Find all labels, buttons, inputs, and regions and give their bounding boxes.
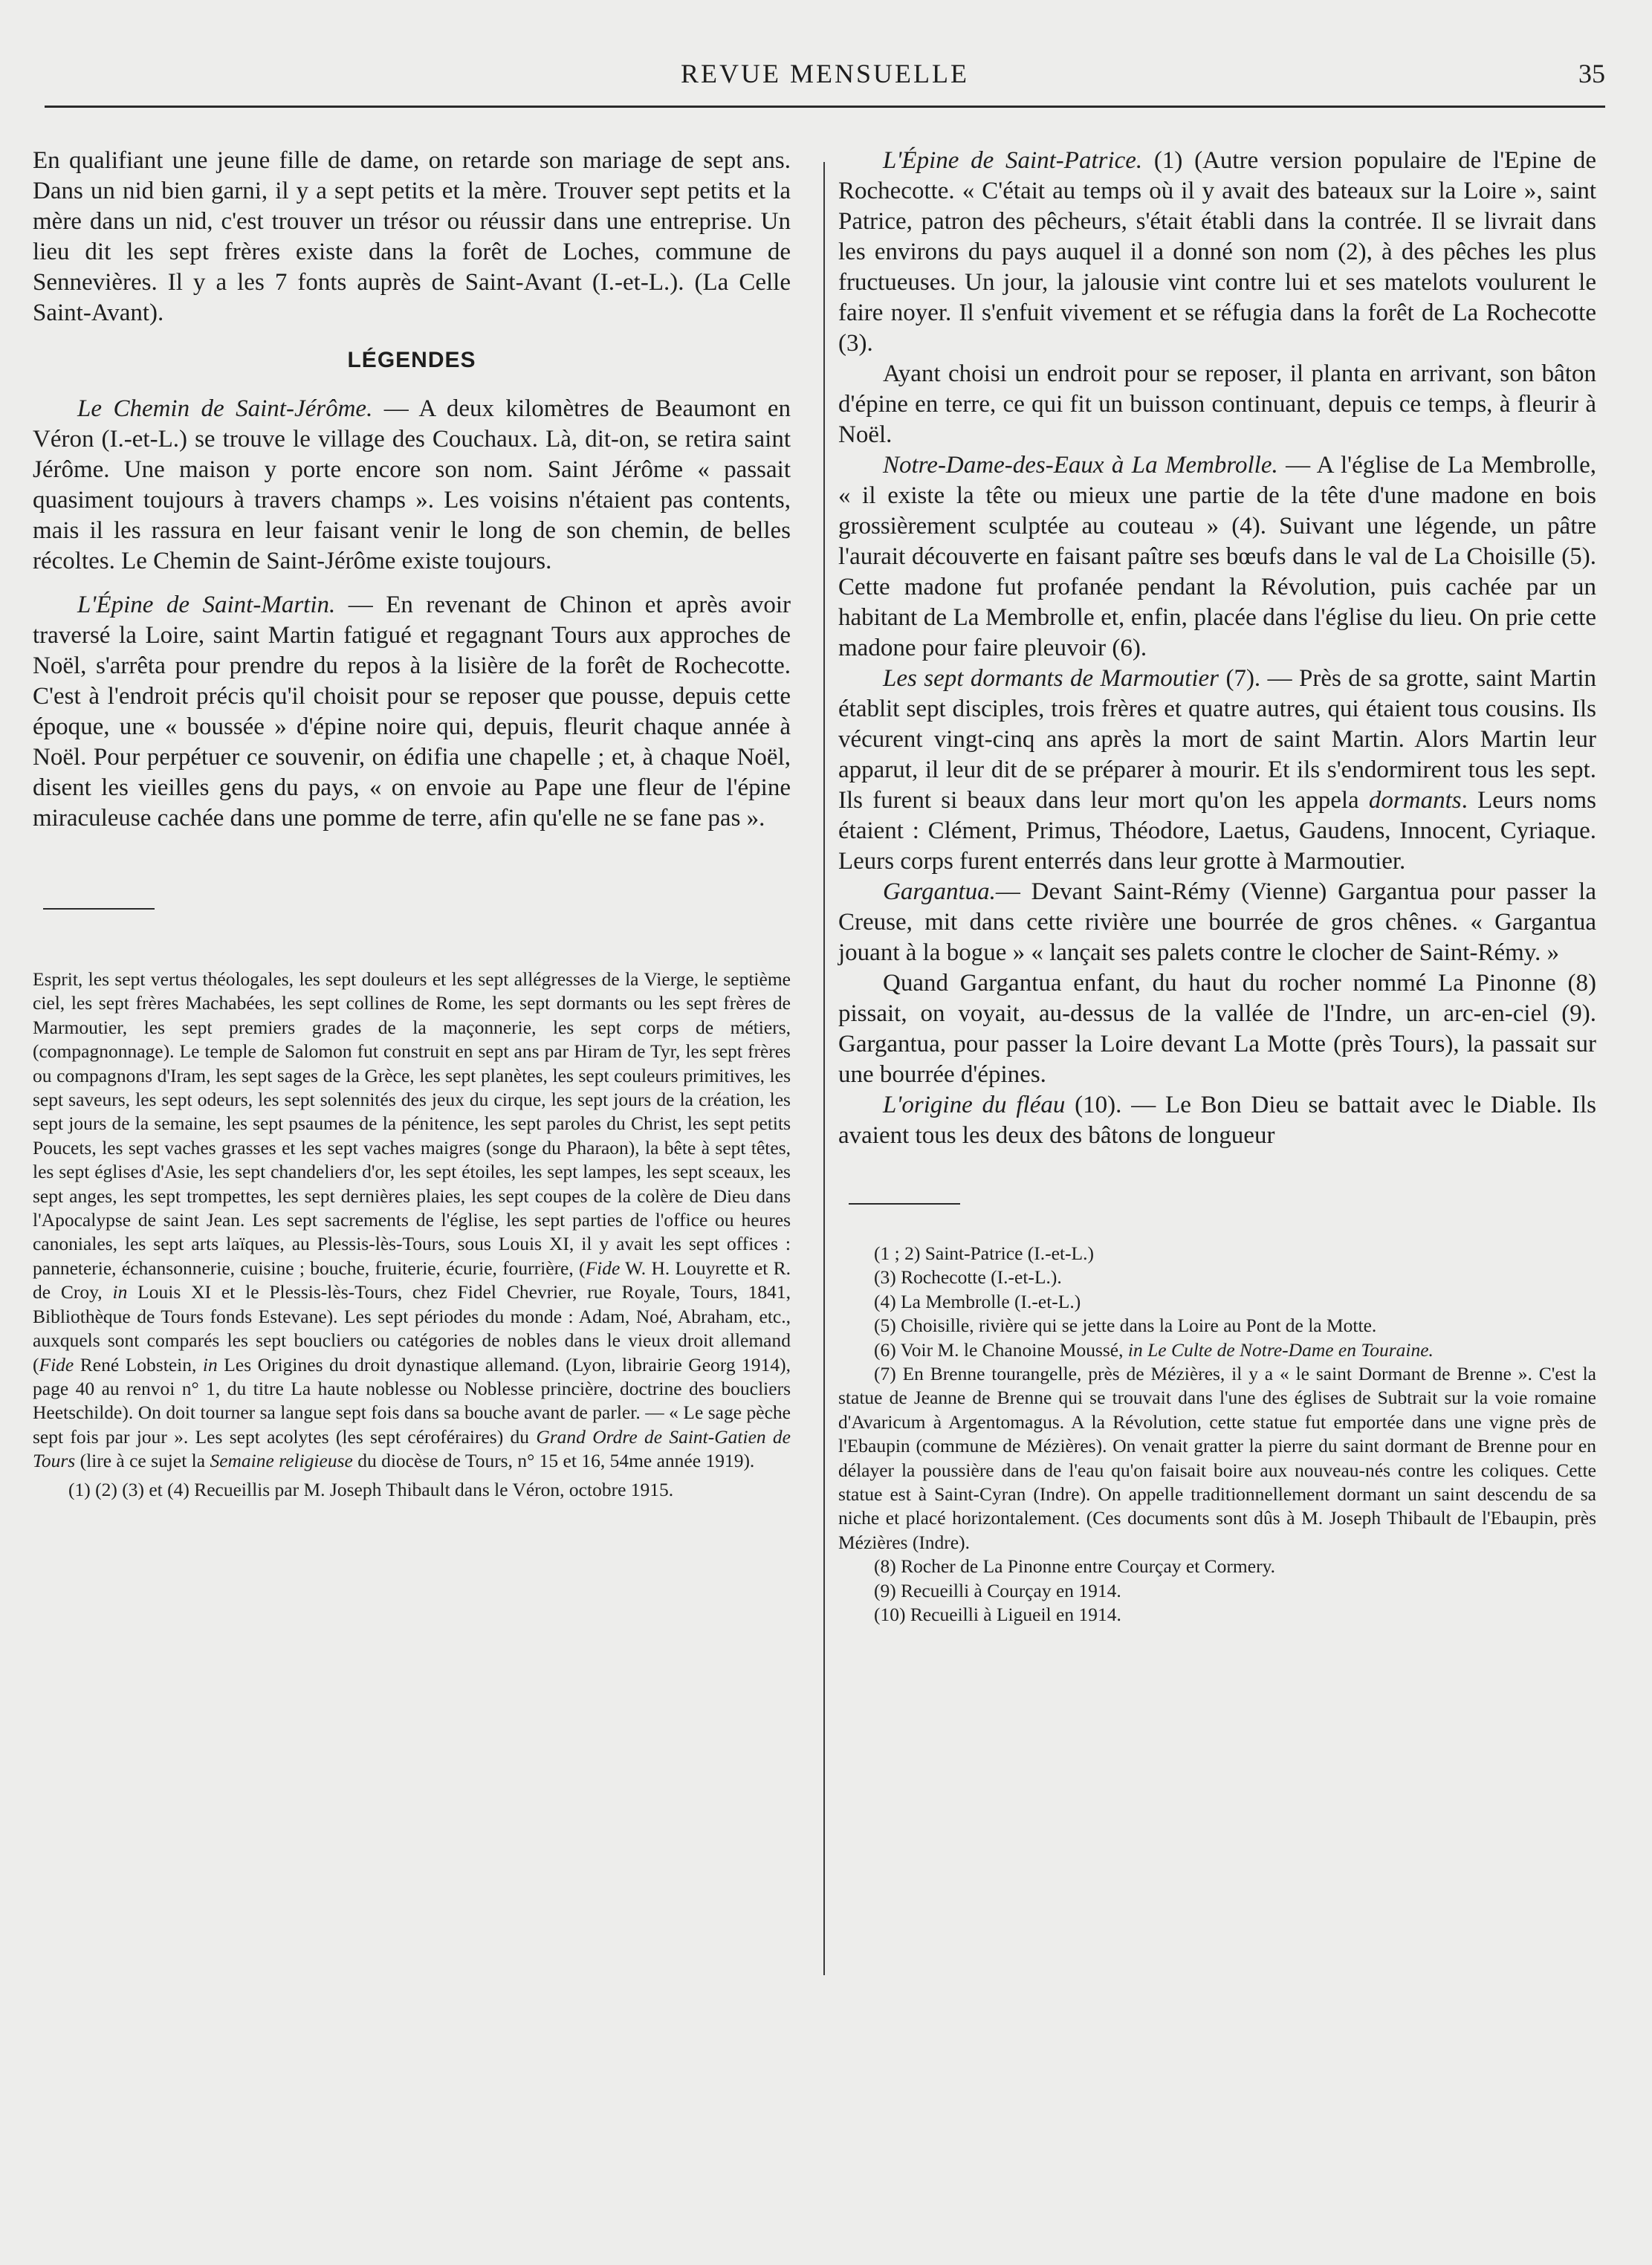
footnote-6: [838, 1338, 1596, 1362]
footnote-italic: in: [112, 1281, 128, 1303]
legend-title: Gargantua.: [883, 878, 996, 905]
footnote-italic: Semaine religieuse: [210, 1450, 353, 1472]
footnotes-left: [33, 968, 791, 1502]
footnote-rule: [43, 908, 155, 910]
footnote-italic: in: [202, 1353, 218, 1375]
legend-sept-dormants: [838, 664, 1596, 877]
intro-paragraph: En qualifiant une jeune fille de dame, on retarde son mariage de sept ans. Dans un nid bien garni, il y a sept petits et la mère. Trouver sept petits et la mère dans un nid, c'est trouver un trésor ou réussir dans une entreprise. Un lieu dit les sept frères existe dans la forêt de Loches, commune de Sennevières. Il y a les 7 fonts auprès de Saint-Avant (I.-et-L.). (La Celle Saint-Avant).: [33, 147, 791, 326]
column-divider: [823, 162, 825, 1975]
legend-italic: dormants: [1368, 787, 1462, 814]
footnote-5: (5) Choisille, rivière qui se jette dans la Loire au Pont de la Motte.: [874, 1315, 1377, 1337]
left-column: [33, 146, 791, 1502]
legend-fleau: [838, 1090, 1596, 1151]
footnote-7: (7) En Brenne tourangelle, près de Mézières, il y a « le saint Dormant de Brenne ». C'est la statue de Jeanne de Brenne qui se trouvait dans l'une des églises de Subtrait sur la voie romaine d'Avaricum à Argentomagus. A la Révolution, cette statue fut emportée dans une vigne près de l'Ebaupin (commune de Mézières). On venait gratter la pierre du saint dormant de Brenne pour en délayer la poussière dans de l'eau qu'on faisait boire aux nouveau-nés contre les coliques. Cette statue est à Saint-Cyran (Indre). On appelle traditionnellement dormant un saint descendu de sa niche et placé horizontalement. (Ces documents sont dûs à M. Joseph Thibault de l'Ebaupin, près Mézières (Indre).: [838, 1363, 1596, 1553]
legend-notre-dame: [838, 450, 1596, 664]
footnote-text: W. H. Louyrette et R. de Croy,: [33, 1257, 791, 1303]
footnote-3: (3) Rochecotte (I.-et-L.).: [874, 1266, 1062, 1289]
legend-title: Les sept dormants de Marmoutier: [883, 665, 1219, 692]
section-heading: LÉGENDES: [347, 348, 476, 372]
footnote-text: Les Origines du droit dynastique allemand. (Lyon, librairie Georg 1914), page 40 au renvoi n° 1, du titre La haute noblesse ou Noblesse princière, doctrine des boucliers Heetschilde). On doit tourner sa langue sept fois dans sa bouche avant de parler. — « Le sage pèche sept fois par jour ». Les sept acolytes (les sept céroféraires) du: [33, 1353, 791, 1448]
footnote-8: (8) Rocher de La Pinonne entre Courçay et Cormery.: [874, 1555, 1276, 1578]
legend-title: L'origine du fléau: [883, 1092, 1066, 1118]
footnote-continued: [33, 968, 791, 1474]
footnote-rule: [849, 1203, 960, 1205]
footnote-text: (6) Voir M. le Chanoine Moussé,: [874, 1338, 1128, 1361]
legend-text: (1) (Autre version populaire de l'Epine de Rochecotte. « C'était au temps où il y avait des bateaux sur la Loire », saint Patrice, patron des pêcheurs, s'était établi dans la contrée. Il se livrait dans les environs du pays auquel il a donné son nom (2), à des pêches les plus fructueuses. Un jour, la jalousie vint contre lui et ses matelots voulurent le faire noyer. Il s'enfuit vivement et se réfugia dans la forêt de La Rochecotte (3).: [838, 147, 1596, 357]
page-header: [45, 58, 1605, 103]
legend-text: . Leurs noms étaient : Clément, Primus, Théodore, Laetus, Gaudens, Innocent, Cyriaque. Leurs corps furent enterrés dans leur grotte à Marmoutier.: [838, 787, 1596, 875]
legend-gargantua-cont: Quand Gargantua enfant, du haut du rocher nommé La Pinonne (8) pissait, on voyait, au-dessus de la vallée de l'Indre, un arc-en-ciel (9). Gargantua, pour passer la Loire devant La Motte (près Tours), la passait sur une bourrée d'épines.: [838, 970, 1596, 1088]
footnote-4: (4) La Membrolle (I.-et-L.): [874, 1290, 1081, 1312]
footnote-9: (9) Recueilli à Courçay en 1914.: [874, 1579, 1121, 1601]
footnote-10: (10) Recueilli à Ligueil en 1914.: [874, 1604, 1121, 1626]
footnote-text: René Lobstein,: [74, 1353, 203, 1375]
legend-text: — En revenant de Chinon et après avoir traversé la Loire, saint Martin fatigué et regagnant Tours aux approches de Noël, s'arrêta pour prendre du repos à la lisière de la forêt de Rochecotte. C'est à l'endroit précis qu'il choisit pour se reposer que pousse, depuis cette époque, une « boussée » d'épine noire qui, depuis, fleurit chaque année à Noël. Pour perpétuer ce souvenir, on édifia une chapelle ; et, à chaque Noël, disent les vieilles gens du pays, « on envoie au Pape une fleur de l'épine miraculeuse cachée dans une pomme de terre, afin qu'elle ne se fane pas ».: [33, 592, 791, 832]
footnote-text: Esprit, les sept vertus théologales, les sept douleurs et les sept allégresses de la Vierge, le septième ciel, les sept frères Machabées, les sept collines de Rome, les sept dormants ou les sept frères de Marmoutier, les sept premiers grades de la maçonnerie, les sept corps de métiers, (compagnonnage). Le temple de Salomon fut construit en sept ans par Hiram de Tyr, les sept frères ou compagnons d'Iram, les sept sages de la Grèce, les sept planètes, les sept couleurs primitives, les sept saveurs, les sept odeurs, les sept solennités des jeux du cirque, les sept jours de la création, les sept jours de la semaine, les sept psaumes de la pénitence, les sept paroles du Christ, les sept petits Poucets, les sept vaches grasses et les sept vaches maigres (songe du Pharaon), la bête à sept têtes, les sept églises d'Asie, les sept chandeliers d'or, les sept étoiles, les sept lampes, les sept sceaux, les sept anges, les sept trompettes, les sept dernières plaies, les sept coupes de la colère de Dieu dans l'Apocalypse de saint Jean. Les sept sacrements de l'église, les sept parties de l'office ou heures canoniales, les sept arts laïques, au Plessis-lès-Tours, sous Louis XI, il y avait les sept offices : panneterie, échansonnerie, cuisine ; bouche, fruiterie, écurie, fourrière, (: [33, 968, 791, 1279]
legend-saint-patrice: [838, 146, 1596, 359]
footnote-text: du diocèse de Tours, n° 15 et 16, 54me année 1919).: [352, 1450, 755, 1472]
legend-text: — A deux kilomètres de Beaumont en Véron (I.-et-L.) se trouve le village des Couchaux. Là, dit-on, se retira saint Jérôme. Une maison y porte encore son nom. Saint Jérôme « passait quasiment toujours à travers champs ». Les voisins n'étaient pas contents, mais il les rassura en leur faisant venir le long de son chemin, de belles récoltes. Le Chemin de Saint-Jérôme existe toujours.: [33, 395, 791, 574]
footnote-1-4: (1) (2) (3) et (4) Recueillis par M. Joseph Thibault dans le Véron, octobre 1915.: [68, 1478, 674, 1500]
legend-text: — Devant Saint-Rémy (Vienne) Gargantua pour passer la Creuse, mit dans cette rivière une bourrée de gros chênes. « Gargantua jouant à la bogue » « lançait ses palets contre le clocher de Saint-Rémy. »: [838, 878, 1596, 966]
legend-text: (10). — Le Bon Dieu se battait avec le Diable. Ils avaient tous les deux des bâtons de longueur: [838, 1092, 1596, 1149]
legend-saint-patrice-cont: Ayant choisi un endroit pour se reposer, il planta en arrivant, son bâton d'épine en terre, ce qui fit un buisson continuant, depuis ce temps, à fleurir à Noël.: [838, 360, 1596, 448]
legend-title: L'Épine de Saint-Martin.: [77, 592, 336, 618]
legend-title: Le Chemin de Saint-Jérôme.: [77, 395, 373, 422]
footnote-text: Louis XI et le Plessis-lès-Tours, chez Fidel Chevrier, rue Royale, Tours, 1841, Bibliothèque de Tours fonds Estevane). Les sept périodes du monde : Adam, Noé, Abraham, etc., auxquels sont comparés les sept boucliers ou catégories de nobles dans le vieux droit allemand (: [33, 1281, 791, 1375]
legend-title: L'Épine de Saint-Patrice.: [883, 147, 1143, 174]
footnote-text: (lire à ce sujet la: [75, 1450, 210, 1472]
footnote-italic: Fide: [585, 1257, 621, 1279]
legend-title: Notre-Dame-des-Eaux à La Membrolle.: [883, 452, 1278, 479]
footnote-1-2: (1 ; 2) Saint-Patrice (I.-et-L.): [874, 1242, 1094, 1264]
running-title: REVUE MENSUELLE: [681, 59, 969, 88]
footnote-italic: Fide: [39, 1353, 74, 1375]
legend-text: — A l'église de La Membrolle, « il existe la tête ou mieux une partie de la tête d'une madone en bois grossièrement sculptée au couteau » (4). Suivant une légende, un pâtre l'aurait découverte en faisant paître ses bœufs dans le val de La Choisille (5). Cette madone fut profanée pendant la Révolution, puis cachée par un habitant de La Membrolle et, enfin, placée dans l'église du lieu. On prie cette madone pour faire pleuvoir (6).: [838, 452, 1596, 661]
footnote-italic: in Le Culte de Notre-Dame en Touraine.: [1127, 1338, 1434, 1361]
legend-saint-martin: [33, 590, 791, 834]
page-number: 35: [1578, 59, 1605, 88]
footnote-italic: Grand Ordre de Saint-Gatien de Tours: [33, 1425, 791, 1472]
footnotes-right: [838, 1242, 1596, 1627]
legend-text: (7). — Près de sa grotte, saint Martin établit sept disciples, trois frères et quatre autres, qui étaient tous cousins. Ils vécurent vingt-cinq ans après la mort de saint Martin. Alors Martin leur apparut, il leur dit de se préparer à mourir. Et ils s'endormirent tous les sept. Ils furent si beaux dans leur mort qu'on les appela: [838, 665, 1596, 814]
right-column: [838, 146, 1596, 1627]
legend-gargantua: [838, 877, 1596, 968]
header-rule: [45, 106, 1605, 108]
legend-saint-jerome: [33, 394, 791, 577]
